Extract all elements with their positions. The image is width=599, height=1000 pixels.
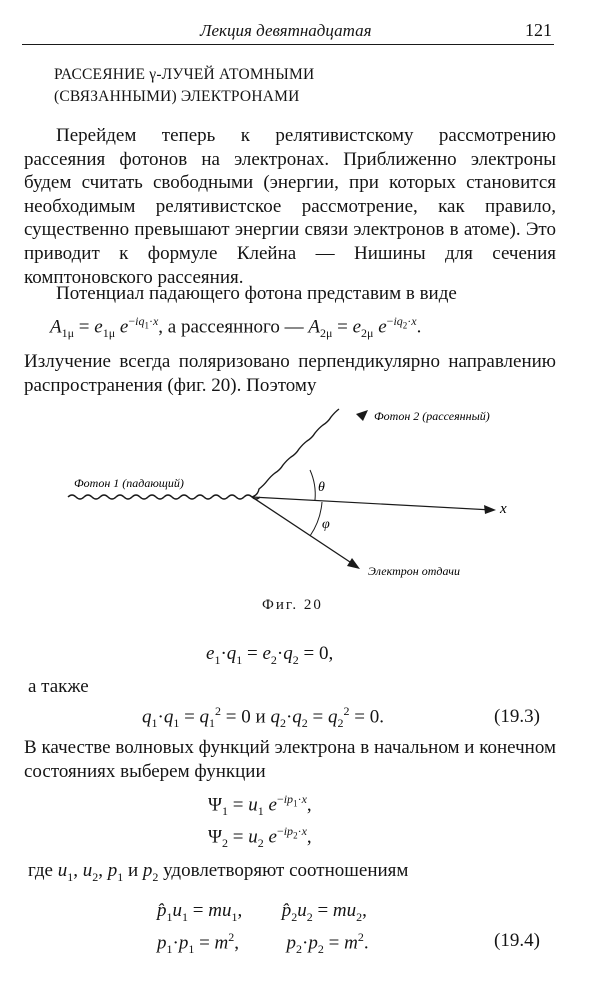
section-title-line-2: (СВЯЗАННЫМИ) ЭЛЕКТРОНАМИ xyxy=(54,88,300,105)
paragraph-conditions-and: и xyxy=(127,860,139,881)
incoming-photon-wave xyxy=(68,495,260,499)
recoil-electron-line xyxy=(252,497,356,566)
paragraph-conditions: где $u_1$, $u_2$, $p_1$ и $p_2$ удовлетворяют соотношениям xyxy=(28,860,409,884)
label-recoil-electron: Электрон отдачи xyxy=(368,564,461,578)
equation-number-19-3: (19.3) xyxy=(494,706,540,727)
equation-19-4-mass-shell: $p_1\cdot p_1 = m^2$, $p_2\cdot p_2 = m^2$. xyxy=(157,930,369,957)
label-scattered-photon: Фотон 2 (рассеянный) xyxy=(374,409,490,423)
recoil-electron-arrowhead xyxy=(347,558,360,569)
x-axis-arrowhead xyxy=(484,505,496,514)
paragraph-polarization-text: Излучение всегда поляризовано перпендикулярно направлению распространения (фиг. 20). Поэтому xyxy=(24,351,556,396)
section-title-line-1: РАССЕЯНИЕ γ-ЛУЧЕЙ АТОМНЫМИ xyxy=(54,66,315,83)
equation-19-4-dirac: $p̂_1u_1 = mu_1$, $p̂_2u_2 = mu_2$, xyxy=(157,900,367,924)
equation-19-3-connector: и xyxy=(255,706,266,728)
header-title: Лекция девятнадцатая xyxy=(200,21,372,40)
phi-arc xyxy=(310,502,322,536)
scattered-photon-wave xyxy=(252,409,339,497)
running-header xyxy=(22,20,554,45)
paragraph-conditions-suffix: удовлетворяют соотношениям xyxy=(163,860,409,881)
paragraph-intro-text: Перейдем теперь к релятивистскому рассмотрению рассеяния фотонов на электронах. Приближенно электроны будем считать свободными (энергии, при которых становится необходимым релятивистское рассмотрение, как правило, существенно превышают энергии связи электронов в атоме). Это приводит к формуле Клейна — Нишины для сечения комптоновского рассеяния. xyxy=(24,125,556,288)
x-axis-line xyxy=(252,497,492,510)
equation-19-3: $q_1\cdot q_1 = q_1^2 = 0$ и $q_2\cdot q_2 = q_2^2 = 0$. xyxy=(142,704,384,731)
paragraph-polarization xyxy=(24,350,556,397)
paragraph-wavefunctions-text: В качестве волновых функций электрона в начальном и конечном состояниях выберем функции xyxy=(24,737,556,782)
paragraph-potential-text: Потенциал падающего фотона представим в виде xyxy=(56,283,457,304)
paragraph-conditions-prefix: где xyxy=(28,860,53,881)
paragraph-potential xyxy=(24,282,556,306)
scattered-photon-arrowhead xyxy=(356,410,368,421)
label-phi: φ xyxy=(322,517,330,532)
equation-psi-1: $\Psi_1 = u_1$ $e^{-ip_1\cdot x}$, xyxy=(208,792,312,819)
equation-potentials: $A_{1\mu} = e_{1\mu}$ $e^{-iq_1\cdot x}$, а рассеянного — $A_{2\mu} = e_{2\mu}$ $e^{-iq_2\cdot x}$. xyxy=(50,314,422,341)
paragraph-wavefunctions xyxy=(24,736,556,783)
label-incoming-photon: Фотон 1 (падающий) xyxy=(74,476,184,490)
page-number: 121 xyxy=(525,20,552,40)
label-x-axis: x xyxy=(500,501,507,517)
equation-psi-2: $\Psi_2 = u_2$ $e^{-ip_2\cdot x}$, xyxy=(208,824,312,851)
equation-number-19-4: (19.4) xyxy=(494,930,540,951)
section-title xyxy=(54,64,314,108)
label-theta: θ xyxy=(318,480,325,495)
figure-compton-scattering xyxy=(60,400,520,580)
paragraph-intro xyxy=(24,124,556,289)
equation-potentials-word: а рассеянного — xyxy=(167,316,304,338)
equation-orthogonality: $e_1\cdot q_1 = e_2\cdot q_2 = 0$, xyxy=(206,643,334,667)
figure-caption: Фиг. 20 xyxy=(262,597,323,613)
theta-arc xyxy=(310,470,315,500)
also-text: а также xyxy=(28,676,89,697)
